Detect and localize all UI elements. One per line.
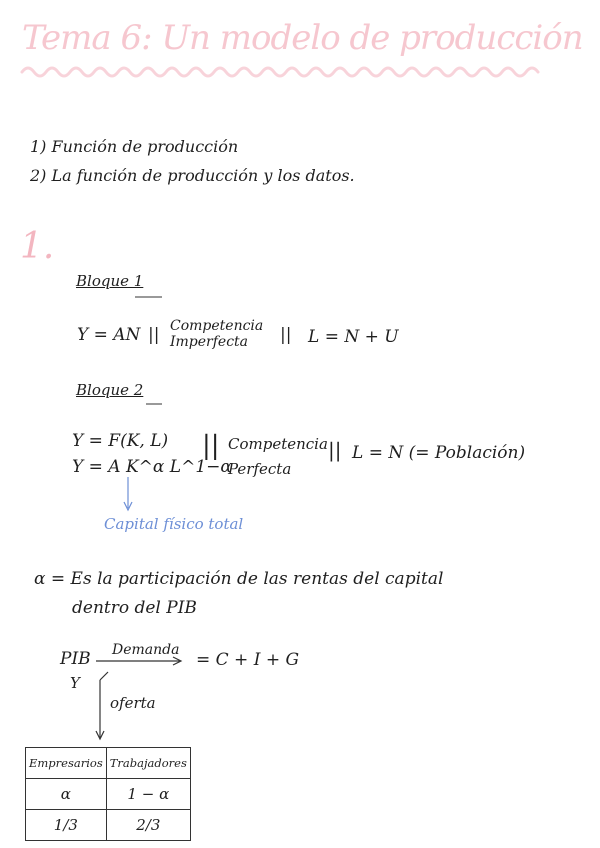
supply-arrow-icon	[96, 672, 108, 739]
block2-separator-2: ||	[328, 438, 342, 462]
table-cell: 1 − α	[106, 779, 190, 810]
index-item-1: 1) Función de producción	[30, 137, 239, 156]
pib-output-symbol: Y	[70, 674, 80, 692]
table-cell: α	[26, 779, 107, 810]
block2-labor: L = N (= Población)	[352, 443, 526, 463]
block2-market-line1: Competencia	[228, 435, 328, 453]
table-header-trabajadores: Trabajadores	[106, 748, 190, 779]
alpha-definition-line1: α = Es la participación de las rentas del capital	[34, 569, 444, 589]
table-cell: 2/3	[106, 810, 190, 841]
block1-equation: Y = AN	[77, 325, 141, 345]
block1-labor: L = N + U	[308, 327, 399, 347]
block1-market-line2: Imperfecta	[170, 334, 249, 350]
index-item-2: 2) La función de producción y los datos.	[30, 166, 355, 185]
block1-separator-1: ||	[148, 325, 160, 345]
block1-label: Bloque 1	[76, 272, 144, 290]
table-cell: 1/3	[26, 810, 107, 841]
block2-market-line2: Perfecta	[228, 460, 292, 478]
block2-label: Bloque 2	[76, 381, 144, 399]
capital-arrow-icon	[124, 477, 132, 510]
block2-separator-1: ||	[202, 431, 220, 461]
demand-label: Demanda	[112, 642, 180, 658]
supply-label: oferta	[110, 694, 156, 712]
page-title: Tema 6: Un modelo de producción	[22, 18, 583, 58]
alpha-definition-line2: dentro del PIB	[72, 598, 197, 618]
table-header-empresarios: Empresarios	[26, 748, 107, 779]
capital-annotation: Capital físico total	[104, 515, 244, 533]
block2-eq1: Y = F(K, L)	[72, 431, 169, 451]
demand-arrow-icon	[96, 657, 181, 665]
block1-separator-2: ||	[280, 325, 292, 345]
demand-equation: = C + I + G	[196, 650, 300, 670]
block2-eq2: Y = A K^α L^1−α	[72, 457, 232, 477]
section-number: 1.	[20, 226, 55, 267]
block1-market-line1: Competencia	[170, 318, 264, 334]
income-share-table	[25, 747, 191, 841]
pib-label: PIB	[60, 649, 91, 669]
